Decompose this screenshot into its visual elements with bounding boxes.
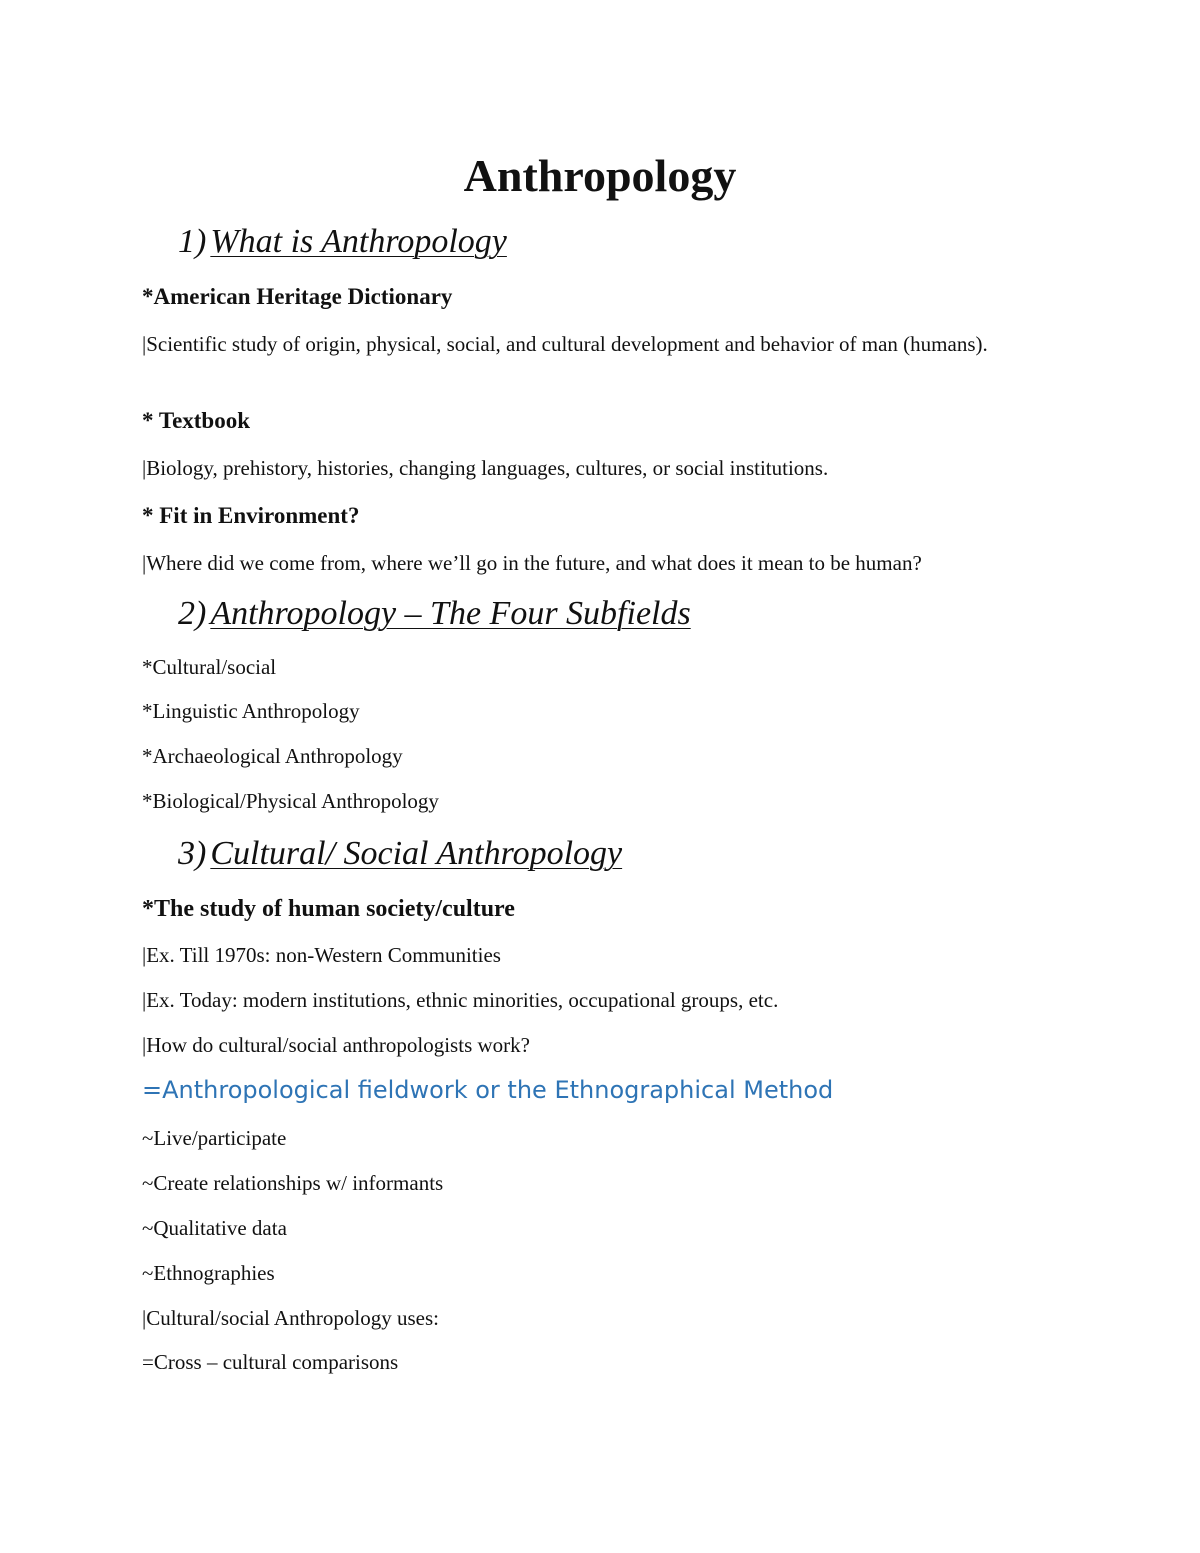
section-heading-text: Anthropology – The Four Subfields: [210, 595, 691, 632]
document-title: Anthropology: [463, 150, 737, 201]
section-heading-2: [178, 594, 691, 634]
list-item: ~Live/participate: [142, 1126, 287, 1150]
subheading-study: *The study of human society/culture: [142, 896, 515, 922]
definition-dictionary: |Scientific study of origin, physical, social, and cultural development and behavior of man (humans).: [142, 332, 988, 356]
section-heading-text: Cultural/ Social Anthropology: [210, 835, 623, 872]
list-item: ~Qualitative data: [142, 1216, 287, 1240]
section-heading-text: What is Anthropology: [210, 223, 507, 260]
section-number: 3): [178, 835, 207, 872]
section-number: 1): [178, 223, 207, 260]
definition-textbook: |Biology, prehistory, histories, changing languages, cultures, or social institutions.: [142, 456, 829, 480]
list-item: |Ex. Today: modern institutions, ethnic minorities, occupational groups, etc.: [142, 988, 779, 1012]
highlighted-method: =Anthropological fieldwork or the Ethnographical Method: [142, 1076, 834, 1104]
section-number: 2): [178, 595, 207, 632]
list-item: *Cultural/social: [142, 655, 277, 679]
list-item: *Linguistic Anthropology: [142, 699, 360, 723]
subheading-dictionary: *American Heritage Dictionary: [142, 284, 453, 309]
list-item: *Archaeological Anthropology: [142, 744, 403, 768]
subheading-environment: * Fit in Environment?: [142, 503, 360, 528]
list-item: ~Ethnographies: [142, 1261, 275, 1285]
section-heading-3: [178, 834, 622, 874]
section-heading-1: [178, 222, 507, 262]
list-item: |Ex. Till 1970s: non-Western Communities: [142, 943, 501, 967]
definition-environment: |Where did we come from, where we’ll go in the future, and what does it mean to be human?: [142, 551, 922, 575]
list-item: |Cultural/social Anthropology uses:: [142, 1306, 440, 1330]
list-item: |How do cultural/social anthropologists work?: [142, 1033, 530, 1057]
list-item: =Cross – cultural comparisons: [142, 1350, 399, 1374]
subheading-textbook: * Textbook: [142, 408, 251, 433]
list-item: *Biological/Physical Anthropology: [142, 789, 439, 813]
list-item: ~Create relationships w/ informants: [142, 1171, 444, 1195]
